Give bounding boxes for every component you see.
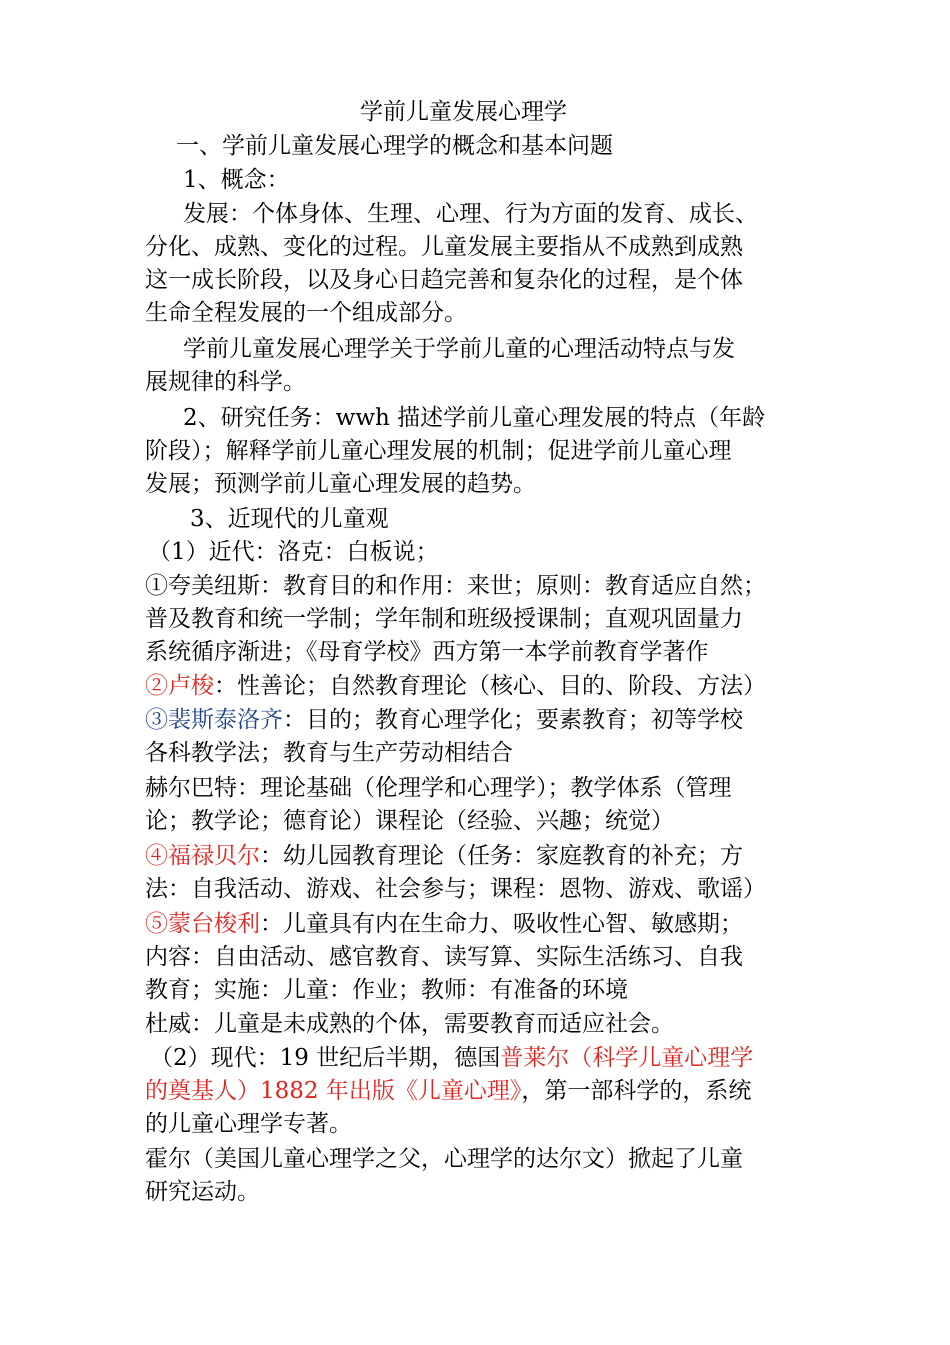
modern-text: （2）现代：19 世纪后半期，德国 (150, 1045, 501, 1071)
modern-text: ，第一部科学的，系统 (521, 1078, 752, 1104)
paragraph-definition: 展规律的科学。 (145, 369, 306, 395)
herbart-item: 论；教学论；德育论）课程论（经验、兴趣；统觉） (145, 808, 674, 834)
rousseau-text: ：性善论；自然教育理论（核心、目的、阶段、方法） (214, 673, 766, 699)
paragraph-development: 生命全程发展的一个组成部分。 (145, 300, 467, 326)
pestalozzi-name: ③裴斯泰洛齐 (145, 707, 283, 733)
pestalozzi-item: 各科教学法；教育与生产劳动相结合 (145, 740, 513, 766)
paragraph-development: 这一成长阶段，以及身心日趋完善和复杂化的过程，是个体 (145, 267, 743, 293)
subsection-tasks: 2、研究任务：wwh 描述学前儿童心理发展的特点（年龄 (183, 405, 766, 431)
rousseau-item (145, 670, 766, 702)
modern-period-2 (145, 1075, 751, 1107)
page-title: 学前儿童发展心理学 (360, 99, 567, 125)
froebel-item: 法：自我活动、游戏、社会参与；课程：恩物、游戏、歌谣） (145, 876, 766, 902)
froebel-text: ：幼儿园教育理论（任务：家庭教育的补充；方 (260, 843, 743, 869)
paragraph-development: 发展：个体身体、生理、心理、行为方面的发育、成长、 (183, 201, 758, 227)
subsection-tasks: 发展；预测学前儿童心理发展的趋势。 (145, 471, 536, 497)
pestalozzi-item (145, 704, 743, 736)
montessori-item: 教育；实施：儿童：作业；教师：有准备的环境 (145, 977, 628, 1003)
froebel-item (145, 840, 743, 872)
paragraph-development: 分化、成熟、变化的过程。儿童发展主要指从不成熟到成熟 (145, 234, 743, 260)
hall-item: 霍尔（美国儿童心理学之父，心理学的达尔文）掀起了儿童 (145, 1146, 743, 1172)
montessori-item: 内容：自由活动、感官教育、读写算、实际生活练习、自我 (145, 944, 743, 970)
subsection-child-views: 3、近现代的儿童观 (190, 506, 389, 532)
hall-item: 研究运动。 (145, 1179, 260, 1205)
modern-period-2 (150, 1042, 753, 1074)
montessori-text: ：儿童具有内在生命力、吸收性心智、敏感期； (260, 911, 743, 937)
section-heading-1: 一、学前儿童发展心理学的概念和基本问题 (176, 133, 613, 159)
montessori-name: ⑤蒙台梭利 (145, 911, 260, 937)
subsection-tasks: 阶段）；解释学前儿童心理发展的机制；促进学前儿童心理 (145, 438, 732, 464)
dewey-item: 杜威：儿童是未成熟的个体，需要教育而适应社会。 (145, 1011, 674, 1037)
herbart-item: 赫尔巴特：理论基础（伦理学和心理学）；教学体系（管理 (145, 775, 732, 801)
comenius-item: 系统循序渐进；《母育学校》西方第一本学前教育学著作 (145, 639, 709, 665)
montessori-item (145, 908, 743, 940)
modern-period-2: 的儿童心理学专著。 (145, 1111, 352, 1137)
preyer-highlight: 普莱尔（科学儿童心理学 (500, 1045, 754, 1071)
froebel-name: ④福禄贝尔 (145, 843, 260, 869)
rousseau-name: ②卢梭 (145, 673, 214, 699)
modern-period-1: （1）近代：洛克：白板说； (148, 539, 439, 565)
preyer-highlight: 的奠基人）1882 年出版《儿童心理》 (145, 1078, 522, 1104)
comenius-item: ①夸美纽斯：教育目的和作用：来世；原则：教育适应自然； (145, 573, 766, 599)
pestalozzi-text: ：目的；教育心理学化；要素教育；初等学校 (283, 707, 743, 733)
paragraph-definition: 学前儿童发展心理学关于学前儿童的心理活动特点与发 (183, 336, 735, 362)
comenius-item: 普及教育和统一学制；学年制和班级授课制；直观巩固量力 (145, 606, 743, 632)
subsection-concept: 1、概念： (183, 167, 290, 193)
